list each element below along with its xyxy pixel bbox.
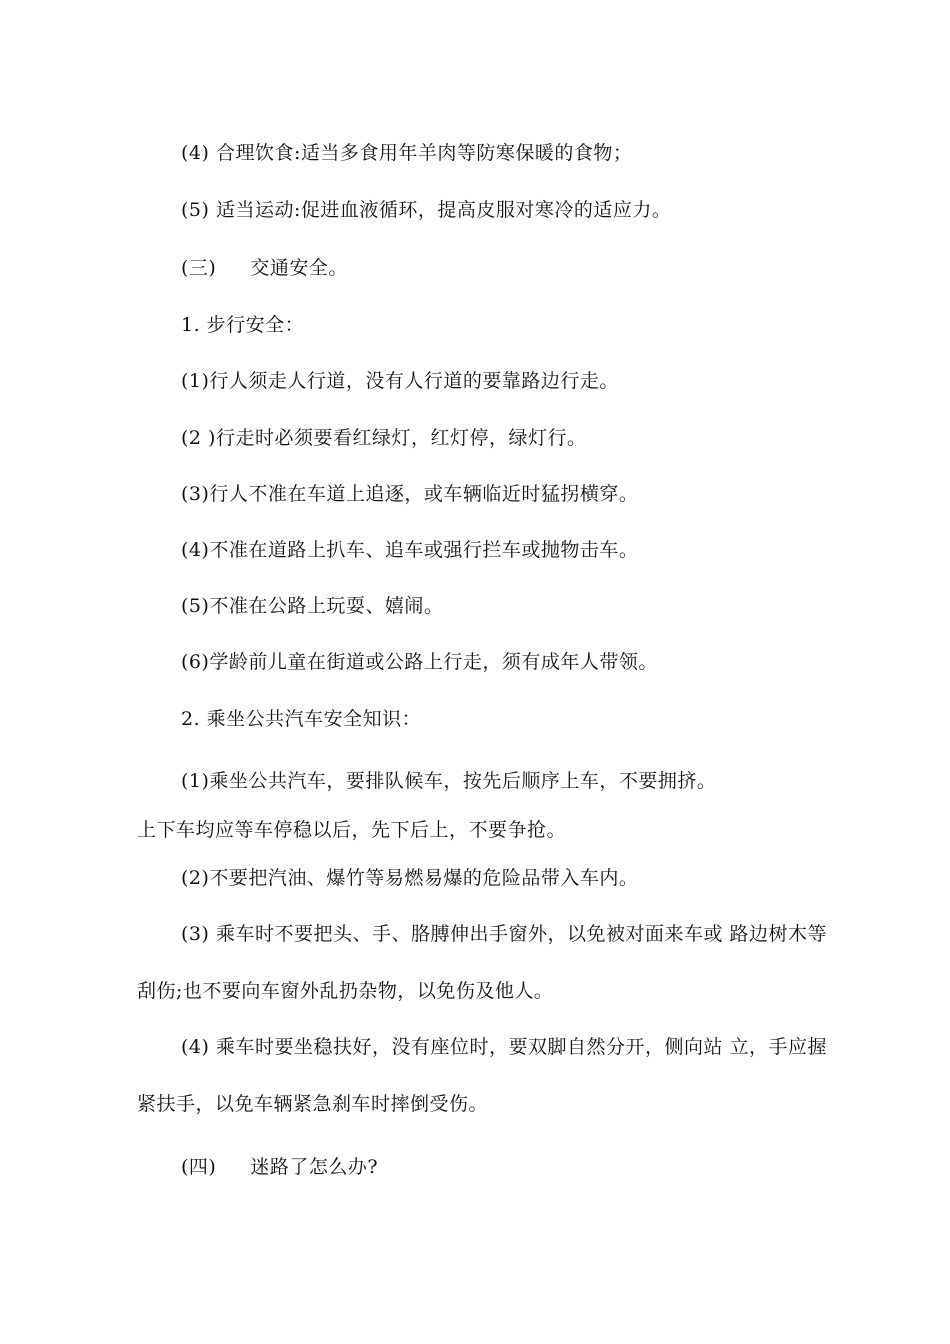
paragraph-exercise: (5) 适当运动:促进血液循环，提高皮服对寒冷的适应力。 bbox=[181, 199, 672, 221]
section-number: (三) bbox=[181, 257, 217, 279]
paragraph-bus-4: (4) 乘车时要坐稳扶好，没有座位时，要双脚自然分开，侧向站 立，手应握 bbox=[181, 1036, 827, 1058]
paragraph-walk-4: (4)不准在道路上扒车、追车或强行拦车或抛物击车。 bbox=[181, 539, 639, 561]
paragraph-walk-2: (2 )行走时必须要看红绿灯，红灯停，绿灯行。 bbox=[181, 427, 587, 449]
section-heading-lost bbox=[181, 1154, 378, 1180]
paragraph-bus-3-continued: 刮伤;也不要向车窗外乱扔杂物，以免伤及他人。 bbox=[137, 980, 554, 1002]
section-number: (四) bbox=[181, 1156, 217, 1178]
section-heading-traffic bbox=[181, 255, 348, 281]
section-title: 迷路了怎么办? bbox=[250, 1156, 379, 1178]
paragraph-bus-3: (3) 乘车时不要把头、手、胳膊伸出手窗外，以免被对面来车或 路边树木等 bbox=[181, 923, 827, 945]
section-title: 交通安全。 bbox=[250, 257, 348, 279]
paragraph-walk-1: (1)行人须走人行道，没有人行道的要靠路边行走。 bbox=[181, 370, 619, 392]
paragraph-walk-5: (5)不准在公路上玩耍、嬉闹。 bbox=[181, 595, 444, 617]
paragraph-bus-4-continued: 紧扶手，以免车辆紧急刹车时摔倒受伤。 bbox=[137, 1093, 489, 1115]
subheading-bus: 2. 乘坐公共汽车安全知识： bbox=[181, 708, 422, 730]
paragraph-walk-6: (6)学龄前儿童在街道或公路上行走，须有成年人带领。 bbox=[181, 651, 658, 673]
paragraph-bus-1-continued: 上下车均应等车停稳以后，先下后上，不要争抢。 bbox=[137, 819, 567, 841]
paragraph-bus-2: (2)不要把汽油、爆竹等易燃易爆的危险品带入车内。 bbox=[181, 867, 639, 889]
paragraph-diet: (4) 合理饮食:适当多食用年羊肉等防寒保暖的食物； bbox=[181, 142, 633, 164]
paragraph-bus-1: (1)乘坐公共汽车，要排队候车，按先后顺序上车，不要拥挤。 bbox=[181, 770, 717, 792]
subheading-walking: 1. 步行安全： bbox=[181, 314, 305, 336]
paragraph-walk-3: (3)行人不准在车道上追逐，或车辆临近时猛拐横穿。 bbox=[181, 483, 639, 505]
